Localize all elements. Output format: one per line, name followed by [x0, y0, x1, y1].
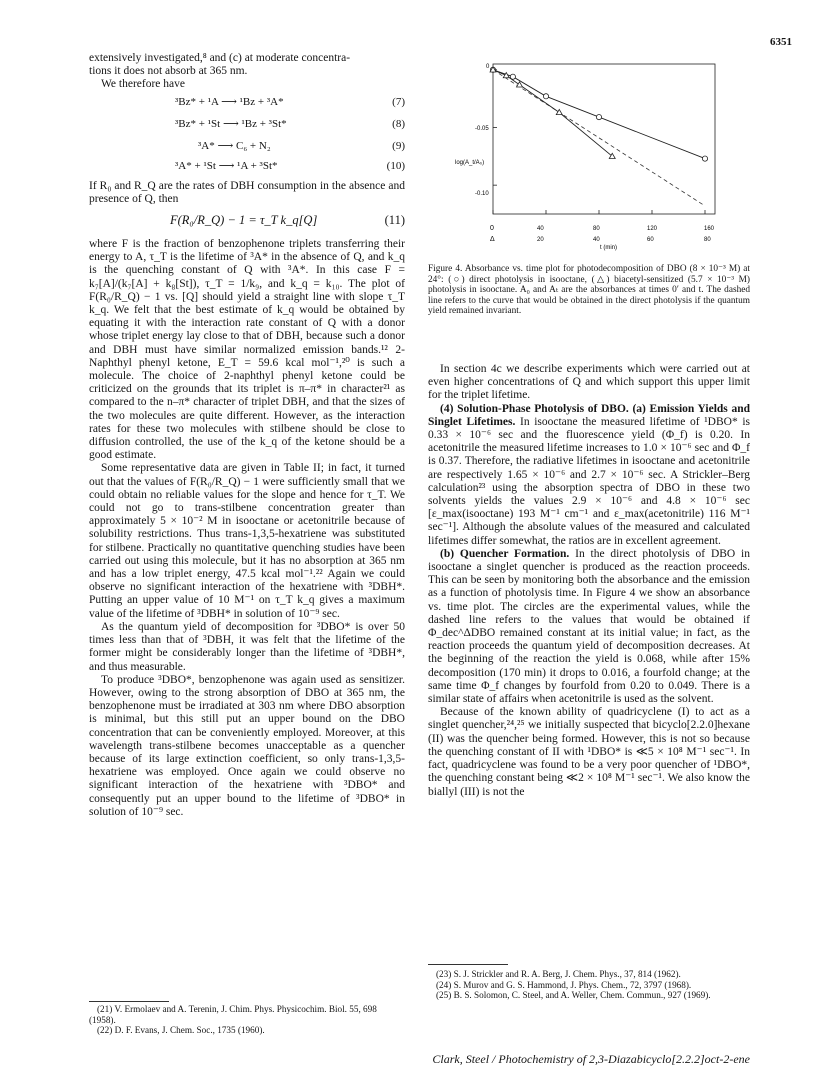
page-number: 6351: [770, 36, 792, 48]
paragraph-quadricyclene: Because of the known ability of quadricyclene (I) to act as a singlet quencher,²⁴,²⁵ we initially suspected that bicyclo[2.2.0]hexane (II) was the quencher being formed. However, this is not so because the quenching constant of II with ¹DBO* is ≪5 × 10⁸ M⁻¹ sec⁻¹. In fact, quadricyclene was found to be a very poor quencher of ¹DBO*, the quenching constant being ≪2 × 10⁸ M⁻¹ sec⁻¹. We also know the biallyl (III) is not the: [428, 706, 750, 798]
paragraph-where: where F is the fraction of benzophenone triplets transferring their energy to A, τ_T is the lifetime of ³A* in the absence of Q, and k_q is the quenching constant of Q with ³A*. In this case F = k₇[A]/(k₇[A] + k₈[St]), τ_T = 1/k₉, and k_q = k₁₀. The plot of F(R₀/R_Q) − 1 vs. [Q] should yield a straight line with slope τ_T k_q. We felt that the best estimate of k_q would be obtained by equating it with the interaction rate constant of Q with a donor whose triplet energy lay close to that of DBH, because such a donor and DBH must have similar normalized emission bands.¹² 2-Naphthyl phenyl ketone, E_T = 59.6 kcal mol⁻¹,²⁰ is such a molecule. The choice of 2-naphthyl phenyl ketone could be criticized on the grounds that its triplet is π–π* in character²¹ as compared to the n–π* character of triplet DBH, and that the sizes of the two molecules are quite different. However, as the interaction rates for these two molecules with stilbene should be close to diffusion controlled, the use of the k_q of the ketone should be a good estimate.: [89, 238, 405, 462]
left-footnotes: [89, 1004, 405, 1036]
circle-point: [543, 94, 548, 99]
equation-10: [175, 160, 405, 173]
paragraph-data: Some representative data are given in Table II; in fact, it turned out that the values of F(R₀/R_Q) − 1 were sufficiently small that we could obtain no reliable values for the slope and hence for τ_T. We could not go to trans-stilbene concentration greater than approximately 5 × 10⁻² M in isooctane or acetonitrile because of solubility restrictions. Thus trans-1,3,5-hexatriene was substituted for stilbene. Practically no quantitative quenching studies have been carried out using this molecule, but it has no absorption at 365 nm and has a low triplet energy, 47.5 kcal mol⁻¹.²² Again we could observe no significant interaction of the hexatriene with ³DBH*. Putting an upper value of 10 M⁻¹ on τ_T k_q gives a maximum value of the lifetime of ³DBH* in solution of 10⁻⁹ sec.: [89, 462, 405, 620]
equation-8: [175, 118, 405, 131]
right-body: [428, 363, 750, 799]
x-tick-triangle-80: 80: [704, 237, 711, 243]
equation-7: [175, 96, 405, 109]
left-footnote-rule: [89, 1001, 169, 1002]
x-tick-circle-40: 40: [537, 226, 544, 232]
left-column: [89, 52, 405, 92]
y-axis-label: log(A_t/A₀): [455, 160, 485, 166]
equation-11: [170, 214, 405, 227]
left-body: [89, 238, 405, 819]
x-tick-circle-0: 0: [490, 225, 494, 232]
footnote-23: (23) S. J. Strickler and R. A. Berg, J. Chem. Phys., 37, 814 (1962).: [436, 969, 681, 979]
equation-10-number: (10): [386, 160, 405, 172]
triangle-point: [517, 82, 523, 87]
intro-line-2: tions it does not absorb at 365 nm.: [89, 65, 248, 78]
equation-10-text: ³A* + ¹St ⟶ ¹A + ³St*: [175, 160, 278, 172]
dashed-reference-line: [493, 70, 705, 206]
x-axis-unit: t (min): [600, 245, 617, 251]
x-tick-circle-80: 80: [593, 226, 600, 232]
x-tick-circle-160: 160: [704, 226, 715, 232]
footnote-24: (24) S. Murov and G. S. Hammond, J. Phys. Chem., 72, 3797 (1968).: [436, 979, 692, 990]
circle-point: [702, 156, 707, 161]
equation-9-number: (9): [392, 140, 405, 152]
footnote-21: (21) V. Ermolaev and A. Terenin, J. Chim. Phys. Physicochim. Biol. 55, 698 (1958).: [89, 1004, 377, 1025]
intro-line-1: extensively investigated,⁸ and (c) at moderate concentra-: [89, 52, 351, 64]
x-tick-triangle-40: 40: [593, 237, 600, 243]
right-footnotes: [428, 969, 750, 1001]
heading-quencher-formation: (b) Quencher Formation.: [440, 547, 570, 560]
x-tick-triangle-20: 20: [537, 237, 544, 243]
y-tick-1: -0.05: [475, 126, 489, 132]
equation-11-number: (11): [384, 213, 405, 227]
footnote-25: (25) B. S. Solomon, C. Steel, and A. Weller, Chem. Commun., 927 (1969).: [436, 990, 711, 1000]
paragraph-rates: If R₀ and R_Q are the rates of DBH consumption in the absence and presence of Q, then: [89, 180, 405, 206]
left-paragraph-rates: [89, 180, 405, 206]
paragraph-4b: In the direct photolysis of DBO in isooctane a singlet quencher is produced as the reaction proceeds. This can be seen by monitoring both the absorbance and the emission as a function of photolysis time. In Figure 4 we show an absorbance vs. time plot. The circles are the experimental values, while the dashed line refers to the values that would be obtained if Φ_dec^ΔDBO remained constant at its initial value; in fact, as the reaction proceeds the quantum yield of decomposition decreases. At the beginning of the reaction the yield is 0.068, while after 15% decomposition (170 min) it drops to 0.016, a fourfold change; at the same time Φ_f changes by fourfold from 0.20 to 0.049. There is a similar state of affairs when acetonitrile is used as the solvent.: [428, 547, 750, 706]
figure-4-plot: [425, 46, 765, 256]
figure-4-caption: Figure 4. Absorbance vs. time plot for photodecomposition of DBO (8 × 10⁻³ M) at 24°: (○) direct photolysis in isooctane, (△) biacetyl-sensitized (5.7 × 10⁻³ M) photolysis in isooctane. A₀ and Aₜ are the absorbances at times 0′ and t. The dashed line refers to the curve that would be obtained in the direct photolysis if the quantum yield remained invariant.: [428, 264, 750, 317]
equation-9: [198, 140, 405, 153]
paragraph-section-4c: In section 4c we describe experiments which were carried out at even higher concentrations of Q and which support this upper limit for the triplet lifetime.: [428, 363, 750, 402]
x-tick-triangle-0: Δ: [490, 236, 495, 243]
paragraph-4a: In isooctane the measured lifetime of ¹DBO* is 0.33 × 10⁻⁶ sec and the fluorescence yield (Φ_f) is 0.20. In acetonitrile the measured lifetime increases to 1.0 × 10⁻⁶ sec and Φ_f is 0.37. Therefore, the radiative lifetimes in isooctane and acetonitrile are respectively 1.65 × 10⁻⁶ and 2.7 × 10⁻⁶ sec. A Strickler–Berg calculation²³ using the absorption spectra of DBO in these two solvents yields the values 2.9 × 10⁻⁶ and 4.8 × 10⁻⁶ sec [ε_max(isooctane) 193 M⁻¹ cm⁻¹ and ε_max(acetonitrile) 116 M⁻¹ sec⁻¹]. Although the absolute values of the measured and calculated lifetimes differ somewhat, the ratios are in excellent agreement.: [428, 415, 750, 547]
plot-frame: [493, 64, 715, 214]
paragraph-produce: To produce ³DBO*, benzophenone was again used as sensitizer. However, owing to the strong absorption of DBO at 365 nm, the benzophenone must be irradiated at 303 nm where DBO absorption is minimal, but this still put an upper bound on the DBO concentration that can be conveniently employed. Moreover, at this wavelength trans-stilbene becomes unacceptable as a quencher because of its large extinction coefficient, so only trans-1,3,5-hexatriene was employed. Once again we could observe no significant interaction of the hexatriene with ³DBO* and consequently put an upper bound to the lifetime of ³DBO* in solution of 10⁻⁹ sec.: [89, 673, 405, 818]
heading-section-4: (4) Solution-Phase Photolysis of DBO. (a) Emission Yields and Singlet Lifetimes.: [428, 402, 750, 428]
right-footnote-rule: [428, 964, 508, 965]
equation-9-text: ³A* ⟶ C₆ + N₂: [198, 140, 271, 152]
equation-11-text: F(R₀/R_Q) − 1 = τ_T k_q[Q]: [170, 213, 318, 227]
equation-8-number: (8): [392, 118, 405, 130]
section-4a: [428, 403, 750, 548]
equation-7-text: ³Bz* + ¹A ⟶ ¹Bz + ³A*: [175, 96, 284, 108]
y-tick-2: -0.10: [475, 191, 489, 197]
equation-8-text: ³Bz* + ¹St ⟶ ¹Bz + ³St*: [175, 118, 287, 130]
footnote-22: (22) D. F. Evans, J. Chem. Soc., 1735 (1960).: [97, 1025, 265, 1035]
circle-point: [596, 114, 601, 119]
paragraph-yield: As the quantum yield of decomposition for ³DBO* is over 50 times less than that of ³DBH, it was felt that the lifetime of the former might be considerably longer than the lifetime of ³DBH*, and thus measurable.: [89, 620, 405, 673]
triangle-series-line: [493, 70, 612, 157]
intro-line-3: We therefore have: [101, 78, 185, 91]
section-4b: [428, 548, 750, 706]
equation-7-number: (7): [392, 96, 405, 108]
x-tick-circle-120: 120: [647, 226, 658, 232]
triangle-point: [556, 109, 562, 114]
x-tick-triangle-60: 60: [647, 237, 654, 243]
running-footer: Clark, Steel / Photochemistry of 2,3-Diazabicyclo[2.2.2]oct-2-ene: [432, 1052, 750, 1066]
y-tick-0: 0: [486, 64, 490, 70]
